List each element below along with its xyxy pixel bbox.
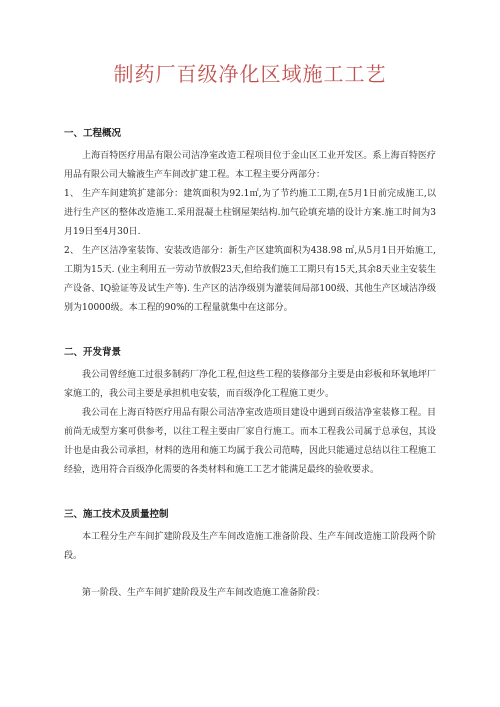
paragraph: 我公司曾经施工过很多制药厂净化工程,但这些工程的装修部分主要是由彩板和环氧地坪厂家施工的，我公司主要是承担机电安装，而百级净化工程施工更少。 <box>64 370 436 399</box>
list-item: 2、 生产区洁净室装饰、安装改造部分：新生产区建筑面积为438.98 ㎡,从5月1日开始施工,工期为15天. (业主利用五一劳动节放假23天,但给我们施工工期只有15天,其余8天业主安装生产设备、IQ验证等及试生产等). 生产区的洁净级别为灌装间局部100级、其他生产区域洁净级别为10000级。本工程的90%的工程量就集中在这部分。 <box>64 246 436 313</box>
section-project-overview <box>64 125 436 318</box>
document-title: 制药厂百级净化区域施工工艺 <box>113 62 387 86</box>
section-heading: 一、工程概况 <box>64 128 122 139</box>
paragraph: 上海百特医疗用品有限公司洁净室改造工程项目位于金山区工业开发区。系上海百特医疗用品有限公司大输液生产车间改扩建工程。本工程主要分两部分： <box>64 151 436 180</box>
section-background <box>64 344 436 480</box>
section-heading: 三、施工技术及质量控制 <box>64 509 169 520</box>
paragraph: 我公司在上海百特医疗用品有限公司洁净室改造项目建设中遇到百级洁净室装修工程。目前尚无成型方案可供参考，以往工程主要由厂家自行施工。而本工程我公司属于总承包，其设计也是由我公司承担，材料的选用和施工均属于我公司范畴，因此只能通过总结以往工程施工经验，选用符合百级净化需要的各类材料和施工工艺才能满足最终的验收要求。 <box>64 408 436 475</box>
section-technique-quality <box>64 506 436 603</box>
section-heading: 二、开发背景 <box>64 347 122 358</box>
paragraph: 本工程分生产车间扩建阶段及生产车间改造施工准备阶段、生产车间改造施工阶段两个阶段。 <box>64 532 436 561</box>
list-item: 1、 生产车间建筑扩建部分：建筑面积为92.1㎡,为了节约施工工期,在5月1日前完成施工,以进行生产区的整体改造施工.采用混凝土柱钢屋架结构.加气砼填充墙的设计方案.施工时间为3月19日至4月30日. <box>64 189 436 237</box>
paragraph: 第一阶段、生产车间扩建阶段及生产车间改造施工准备阶段： <box>82 588 326 598</box>
